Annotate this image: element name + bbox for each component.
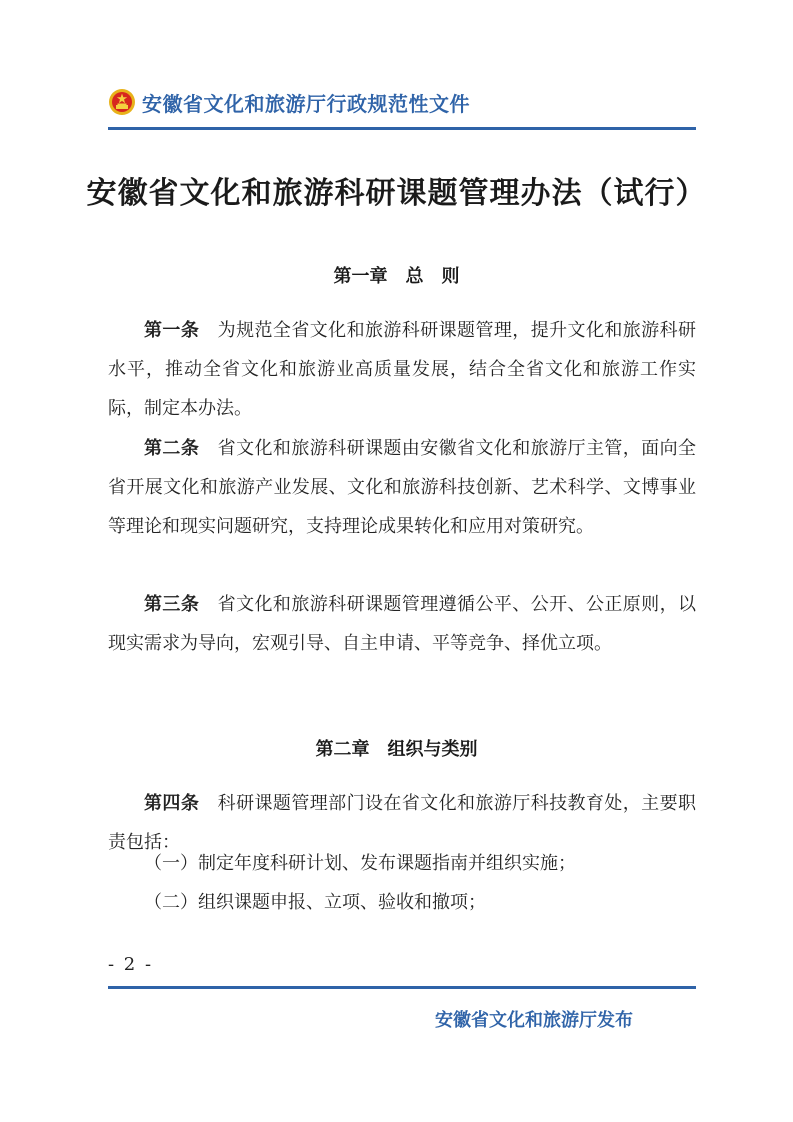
document-title: 安徽省文化和旅游科研课题管理办法（试行） [86, 176, 707, 211]
header-divider [108, 127, 696, 130]
article-text: 省文化和旅游科研课题管理遵循公平、公开、公正原则，以现实需求为导向，宏观引导、自主申请、平等竞争、择优立项。 [108, 594, 697, 654]
document-header [108, 86, 470, 118]
article-paragraph [108, 429, 696, 546]
footer-divider [108, 986, 696, 989]
header-title: 安徽省文化和旅游厅行政规范性文件 [142, 91, 470, 116]
article-label: 第四条 [144, 793, 200, 814]
article-text: 为规范全省文化和旅游科研课题管理，提升文化和旅游科研水平，推动全省文化和旅游业高质量发展，结合全省文化和旅游工作实际，制定本办法。 [108, 320, 697, 419]
article-label: 第三条 [144, 594, 200, 615]
chapter-heading: 第二章 组织与类别 [315, 739, 478, 760]
article-label: 第二条 [144, 438, 200, 459]
list-item: （二）组织课题申报、立项、验收和撤项； [144, 892, 486, 913]
list-item: （一）制定年度科研计划、发布课题指南并组织实施； [144, 853, 576, 874]
chapter-heading: 第一章 总 则 [333, 266, 460, 287]
national-emblem-icon [108, 88, 136, 116]
article-text: 省文化和旅游科研课题由安徽省文化和旅游厅主管，面向全省开展文化和旅游产业发展、文化和旅游科技创新、艺术科学、文博事业等理论和现实问题研究，支持理论成果转化和应用对策研究。 [108, 438, 697, 537]
footer-publisher: 安徽省文化和旅游厅发布 [435, 1010, 633, 1031]
article-text: 科研课题管理部门设在省文化和旅游厅科技教育处，主要职责包括： [108, 793, 697, 853]
article-paragraph [108, 311, 696, 428]
article-label: 第一条 [144, 320, 200, 341]
article-paragraph [108, 585, 696, 663]
page-number: - 2 - [108, 954, 154, 975]
